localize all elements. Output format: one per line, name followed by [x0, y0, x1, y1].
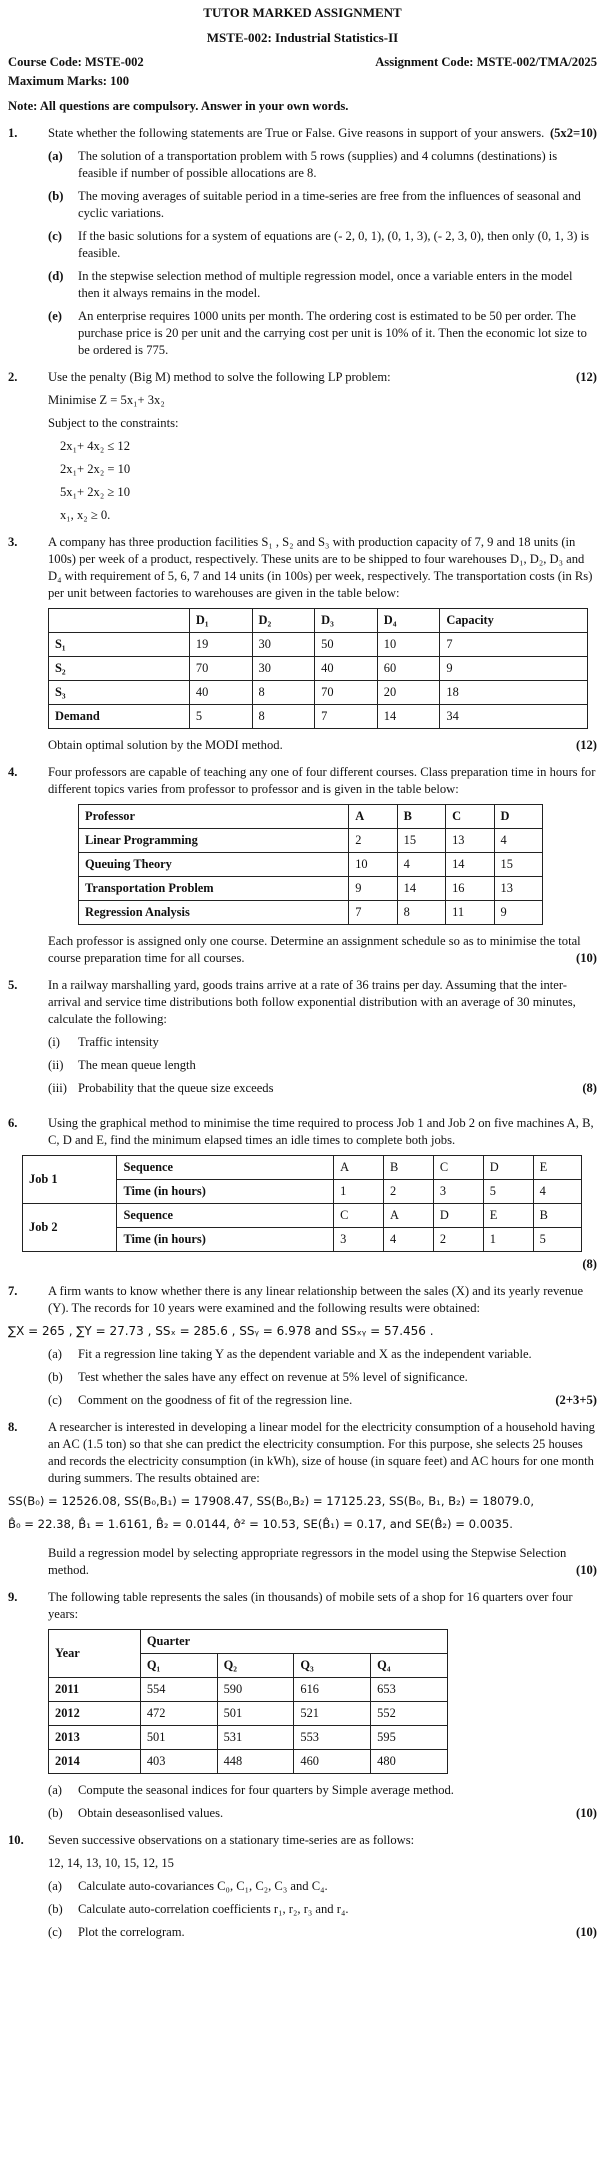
question-4	[8, 764, 597, 967]
course-title: MSTE-002: Industrial Statistics-II	[206, 30, 399, 45]
table-row	[79, 853, 543, 877]
table-cell: 3	[334, 1228, 384, 1252]
table-header-cell: Q₄	[371, 1654, 448, 1678]
item-label: (b)	[48, 1902, 63, 1916]
table-row	[23, 1204, 582, 1228]
item-label: (d)	[48, 269, 64, 283]
table-header-cell: Year	[49, 1630, 141, 1678]
item-label: (c)	[48, 1925, 62, 1939]
table-header-cell: Q₂	[217, 1654, 294, 1678]
table-cell: 10	[349, 853, 397, 877]
question-number: 2.	[8, 370, 18, 384]
table-cell: 13	[494, 877, 542, 901]
table-cell: 472	[140, 1702, 217, 1726]
table-cell: 18	[440, 681, 588, 705]
table-header-cell: A	[349, 805, 397, 829]
table-cell: 60	[377, 657, 440, 681]
table-cell: 4	[494, 829, 542, 853]
constraint: 5x₁+ 2x₂ ≥ 10	[60, 485, 131, 499]
question-9	[8, 1589, 597, 1822]
table-cell: 14	[397, 877, 445, 901]
table-cell: 7	[349, 901, 397, 925]
table-cell: 9	[349, 877, 397, 901]
table-row	[49, 633, 588, 657]
question-8	[8, 1419, 597, 1579]
table-cell: C	[433, 1156, 483, 1180]
table-cell: 4	[397, 853, 445, 877]
question-footer-text: Build a regression model by selecting appropriate regressors in the model using the Stepwise Selection method.	[48, 1546, 567, 1577]
question-7	[8, 1283, 597, 1409]
item-text: Traffic intensity	[78, 1035, 159, 1049]
table-row	[79, 829, 543, 853]
table-cell: Demand	[49, 705, 190, 729]
question-text: A company has three production facilities S₁ , S₂ and S₃ with production capacity of 7, 9 and 18 units (in 100s) per week of a product, respectively. These units are to be shipped to four warehouses D₁, D₂, D₃ and D₄ with requirement of 5, 6, 7 and 14 units (in 100s) per week, respectively. The transportation costs (in Rs) per unit between factories to warehouses are given in the table below:	[48, 535, 593, 600]
question-5	[8, 977, 597, 1097]
question-footer	[48, 737, 597, 754]
table-cell: 480	[371, 1750, 448, 1774]
table-row	[49, 1726, 448, 1750]
table-cell: 15	[494, 853, 542, 877]
table-cell: 14	[446, 853, 494, 877]
table-cell: 5	[533, 1228, 581, 1252]
table-cell: 2	[433, 1228, 483, 1252]
table-cell: 1	[334, 1180, 384, 1204]
question-text: In a railway marshalling yard, goods trains arrive at a rate of 36 trains per day. Assuming that the inter-arrival and service time distributions both follow exponential distribution with an average of 30 minutes, calculate the following:	[48, 978, 576, 1026]
table-cell: 552	[371, 1702, 448, 1726]
table-cell: 595	[371, 1726, 448, 1750]
item-text: Calculate auto-covariances C₀, C₁, C₂, C₃ and C₄.	[78, 1879, 328, 1893]
table-cell: 403	[140, 1750, 217, 1774]
question-number: 8.	[8, 1420, 18, 1434]
table-cell: 554	[140, 1678, 217, 1702]
question-marks: (12)	[576, 370, 597, 384]
objective-function: Minimise Z = 5x₁+ 3x₂	[48, 393, 165, 407]
item-text: The mean queue length	[78, 1058, 196, 1072]
item-text: In the stepwise selection method of multiple regression model, once a variable enters in the model then it always remains in the model.	[78, 269, 573, 300]
table-cell: 30	[252, 657, 315, 681]
job-label: Job 2	[23, 1204, 117, 1252]
item-label: (a)	[48, 1347, 62, 1361]
table-cell: A	[334, 1156, 384, 1180]
question-number: 3.	[8, 535, 18, 549]
quarterly-sales-table	[48, 1629, 448, 1774]
time-series-values: 12, 14, 13, 10, 15, 12, 15	[48, 1856, 174, 1870]
table-header-cell: D₃	[315, 609, 378, 633]
item-label: (i)	[48, 1035, 60, 1049]
table-cell: 2013	[49, 1726, 141, 1750]
item-label: (b)	[48, 1370, 63, 1384]
item-label: (b)	[48, 189, 64, 203]
table-cell: 13	[446, 829, 494, 853]
job-sequence-table	[22, 1155, 582, 1252]
table-cell: 30	[252, 633, 315, 657]
table-row	[49, 705, 588, 729]
table-cell: 70	[315, 681, 378, 705]
question-marks: (12)	[576, 738, 597, 752]
table-cell: Queuing Theory	[79, 853, 349, 877]
sum-of-squares: SS(B₀) = 12526.08, SS(B₀,B₁) = 17908.47, SS(B₀,B₂) = 17125.23, SS(B₀, B₁, B₂) = 18079.0,	[8, 1494, 535, 1508]
table-cell: B	[533, 1204, 581, 1228]
course-code: Course Code: MSTE-002	[8, 55, 144, 69]
q7-item-c	[48, 1392, 597, 1409]
q10-item-b	[48, 1901, 597, 1918]
item-text: If the basic solutions for a system of equations are (- 2, 0, 1), (0, 1, 3), (- 2, 3, 0), then only (0, 1, 3) is feasible.	[78, 229, 589, 260]
q1-item-c	[48, 228, 597, 262]
question-1	[8, 125, 597, 359]
item-text: Calculate auto-correlation coefficients r₁, r₂, r₃ and r₄.	[78, 1902, 349, 1916]
table-cell: Time (in hours)	[117, 1228, 334, 1252]
question-number: 5.	[8, 978, 18, 992]
assignment-time-table	[78, 804, 543, 925]
table-cell: 2014	[49, 1750, 141, 1774]
question-footer-text: Obtain optimal solution by the MODI method.	[48, 738, 283, 752]
q5-item-iii	[48, 1080, 597, 1097]
item-label: (b)	[48, 1806, 63, 1820]
transportation-cost-table	[48, 608, 588, 729]
table-cell: 8	[397, 901, 445, 925]
table-cell: 11	[446, 901, 494, 925]
item-text: Compute the seasonal indices for four quarters by Simple average method.	[78, 1783, 454, 1797]
table-cell: 9	[494, 901, 542, 925]
question-number: 10.	[8, 1833, 24, 1847]
table-row	[79, 877, 543, 901]
question-marks: (5x2=10)	[549, 126, 597, 140]
table-cell: Sequence	[117, 1156, 334, 1180]
table-cell: 531	[217, 1726, 294, 1750]
table-header-cell: Q₁	[140, 1654, 217, 1678]
table-cell: 4	[384, 1228, 434, 1252]
question-number: 1.	[8, 126, 18, 140]
table-cell: A	[384, 1204, 434, 1228]
question-marks: (10)	[576, 1563, 597, 1577]
question-number: 9.	[8, 1590, 18, 1604]
item-text: The moving averages of suitable period in a time-series are free from the influences of seasonal and cyclic variations.	[78, 189, 581, 220]
table-cell: 70	[189, 657, 252, 681]
table-row	[23, 1156, 582, 1180]
q5-item-i	[48, 1034, 597, 1051]
item-text: Probability that the queue size exceeds	[78, 1081, 274, 1095]
table-cell: D	[433, 1204, 483, 1228]
table-cell: Time (in hours)	[117, 1180, 334, 1204]
table-cell: 501	[140, 1726, 217, 1750]
item-text: Obtain deseasonlised values.	[78, 1806, 224, 1820]
question-text: Seven successive observations on a stationary time-series are as follows:	[48, 1833, 415, 1847]
table-cell: E	[533, 1156, 581, 1180]
table-cell: 19	[189, 633, 252, 657]
table-cell: 653	[371, 1678, 448, 1702]
table-row	[49, 1702, 448, 1726]
question-number: 4.	[8, 765, 18, 779]
max-marks: Maximum Marks: 100	[8, 74, 130, 88]
table-header-row	[79, 805, 543, 829]
table-cell: Transportation Problem	[79, 877, 349, 901]
question-number: 6.	[8, 1116, 18, 1130]
item-text: An enterprise requires 1000 units per month. The ordering cost is estimated to be 50 per order. The purchase price is 20 per unit and the carrying cost per unit is 10% of it. Then the economic lot size to be ordered is 775.	[78, 309, 587, 357]
item-label: (e)	[48, 309, 62, 323]
table-header-row	[49, 1630, 448, 1654]
table-header-cell: D	[494, 805, 542, 829]
table-cell: 2012	[49, 1702, 141, 1726]
table-cell: 8	[252, 705, 315, 729]
item-text: Test whether the sales have any effect on revenue at 5% level of significance.	[78, 1370, 468, 1384]
table-cell: 2011	[49, 1678, 141, 1702]
question-marks: (10)	[576, 951, 597, 965]
table-row	[79, 901, 543, 925]
table-cell: Linear Programming	[79, 829, 349, 853]
table-header-cell	[49, 609, 190, 633]
table-row	[49, 1750, 448, 1774]
question-text: Use the penalty (Big M) method to solve the following LP problem:	[48, 370, 391, 384]
q9-item-b	[48, 1805, 597, 1822]
table-cell: 14	[377, 705, 440, 729]
table-cell: E	[483, 1204, 533, 1228]
item-label: (c)	[48, 1393, 62, 1407]
q1-item-d	[48, 268, 597, 302]
item-label: (a)	[48, 149, 63, 163]
table-cell: 7	[315, 705, 378, 729]
question-marks: (8)	[582, 1257, 597, 1271]
table-cell: 8	[252, 681, 315, 705]
item-label: (a)	[48, 1879, 62, 1893]
table-cell: 2	[384, 1180, 434, 1204]
constraint: x₁, x₂ ≥ 0.	[60, 508, 111, 522]
table-header-cell: D₁	[189, 609, 252, 633]
table-cell: 9	[440, 657, 588, 681]
table-cell: 460	[294, 1750, 371, 1774]
question-marks: (2+3+5)	[555, 1393, 597, 1407]
table-cell: 34	[440, 705, 588, 729]
question-3	[8, 534, 597, 754]
question-head	[48, 369, 597, 386]
q7-item-a	[48, 1346, 597, 1363]
note: Note: All questions are compulsory. Answer in your own words.	[8, 99, 349, 113]
table-row	[49, 681, 588, 705]
question-6	[8, 1115, 597, 1273]
q1-item-a	[48, 148, 597, 182]
table-cell: 590	[217, 1678, 294, 1702]
table-row	[49, 657, 588, 681]
table-cell: 40	[315, 657, 378, 681]
item-label: (iii)	[48, 1081, 67, 1095]
item-text: Comment on the goodness of fit of the regression line.	[78, 1393, 353, 1407]
item-label: (c)	[48, 229, 62, 243]
table-cell: Sequence	[117, 1204, 334, 1228]
item-label: (a)	[48, 1783, 62, 1797]
question-text: A researcher is interested in developing a linear model for the electricity consumption of a household having an AC (1.5 ton) so that she can predict the electricity consumption. For this purpose, she selects 25 houses and records the electricity consumption (in kWh), size of house (in square feet) and AC hours for one month during summers. The results obtained are:	[48, 1420, 595, 1485]
question-10	[8, 1832, 597, 1941]
table-cell: 501	[217, 1702, 294, 1726]
table-header-cell: Q₃	[294, 1654, 371, 1678]
table-row	[49, 1678, 448, 1702]
item-text: The solution of a transportation problem with 5 rows (supplies) and 4 columns (destinations) is feasible if number of possible allocations are 8.	[78, 149, 558, 180]
question-text: State whether the following statements are True or False. Give reasons in support of your answers.	[48, 126, 545, 140]
table-cell: S₃	[49, 681, 190, 705]
question-text: Using the graphical method to minimise the time required to process Job 1 and Job 2 on five machines A, B, C, D and E, find the minimum elapsed times an idle times to complete both jobs.	[48, 1116, 594, 1147]
table-header-cell: Quarter	[140, 1630, 447, 1654]
question-2	[8, 369, 597, 524]
question-text: Four professors are capable of teaching any one of four different courses. Class preparation time in hours for different topics varies from professor to professor and is given in the table below:	[48, 765, 596, 796]
q5-item-ii	[48, 1057, 597, 1074]
table-cell: 15	[397, 829, 445, 853]
q10-item-c	[48, 1924, 597, 1941]
table-header-cell: B	[397, 805, 445, 829]
assignment-code: Assignment Code: MSTE-002/TMA/2025	[375, 55, 597, 69]
table-cell: 16	[446, 877, 494, 901]
question-marks: (10)	[576, 1806, 597, 1820]
item-label: (ii)	[48, 1058, 64, 1072]
table-header-cell: Capacity	[440, 609, 588, 633]
table-header-row	[49, 609, 588, 633]
table-header-cell: D₄	[377, 609, 440, 633]
constraint: 2x₁+ 2x₂ = 10	[60, 462, 131, 476]
q9-item-a	[48, 1782, 597, 1799]
question-marks: (10)	[576, 1925, 597, 1939]
item-text: Plot the correlogram.	[78, 1925, 185, 1939]
table-cell: 1	[483, 1228, 533, 1252]
table-cell: 2	[349, 829, 397, 853]
table-header-cell: C	[446, 805, 494, 829]
table-cell: 3	[433, 1180, 483, 1204]
table-cell: 616	[294, 1678, 371, 1702]
table-cell: 5	[483, 1180, 533, 1204]
table-cell: Regression Analysis	[79, 901, 349, 925]
table-cell: 20	[377, 681, 440, 705]
q7-item-b	[48, 1369, 597, 1386]
question-text: A firm wants to know whether there is any linear relationship between the sales (X) and its yearly revenue (Y). The records for 10 years were examined and the following results were obtained:	[48, 1284, 584, 1315]
table-cell: 50	[315, 633, 378, 657]
table-cell: 5	[189, 705, 252, 729]
subject-to: Subject to the constraints:	[48, 416, 179, 430]
table-cell: D	[483, 1156, 533, 1180]
table-cell: S₂	[49, 657, 190, 681]
constraint: 2x₁+ 4x₂ ≤ 12	[60, 439, 131, 453]
assignment-title: TUTOR MARKED ASSIGNMENT	[203, 5, 402, 20]
codes-row	[8, 54, 597, 71]
table-header-cell: Professor	[79, 805, 349, 829]
table-cell: 4	[533, 1180, 581, 1204]
table-cell: S₁	[49, 633, 190, 657]
item-text: Fit a regression line taking Y as the dependent variable and X as the independent variable.	[78, 1347, 532, 1361]
q1-item-b	[48, 188, 597, 222]
table-header-cell: D₂	[252, 609, 315, 633]
table-cell: C	[334, 1204, 384, 1228]
parameter-estimates: B̂₀ = 22.38, B̂₁ = 1.6161, B̂₂ = 0.0144, σ̂² = 10.53, SE(B̂₁) = 0.17, and SE(B̂₂) = 0.0035.	[8, 1517, 513, 1531]
table-cell: B	[384, 1156, 434, 1180]
question-marks: (8)	[582, 1081, 597, 1095]
q10-item-a	[48, 1878, 597, 1895]
table-cell: 10	[377, 633, 440, 657]
table-cell: 40	[189, 681, 252, 705]
job-label: Job 1	[23, 1156, 117, 1204]
regression-statistics: ∑X = 265 , ∑Y = 27.73 , SSₓ = 285.6 , SSᵧ = 6.978 and SSₓᵧ = 57.456 .	[8, 1324, 434, 1338]
question-footer-text: Each professor is assigned only one course. Determine an assignment schedule so as to minimise the total course preparation time for all courses.	[48, 934, 581, 965]
question-text: The following table represents the sales (in thousands) of mobile sets of a shop for 16 quarters over four years:	[48, 1590, 573, 1621]
table-cell: 521	[294, 1702, 371, 1726]
q1-item-e	[48, 308, 597, 359]
table-cell: 7	[440, 633, 588, 657]
question-number: 7.	[8, 1284, 18, 1298]
table-cell: 448	[217, 1750, 294, 1774]
table-cell: 553	[294, 1726, 371, 1750]
